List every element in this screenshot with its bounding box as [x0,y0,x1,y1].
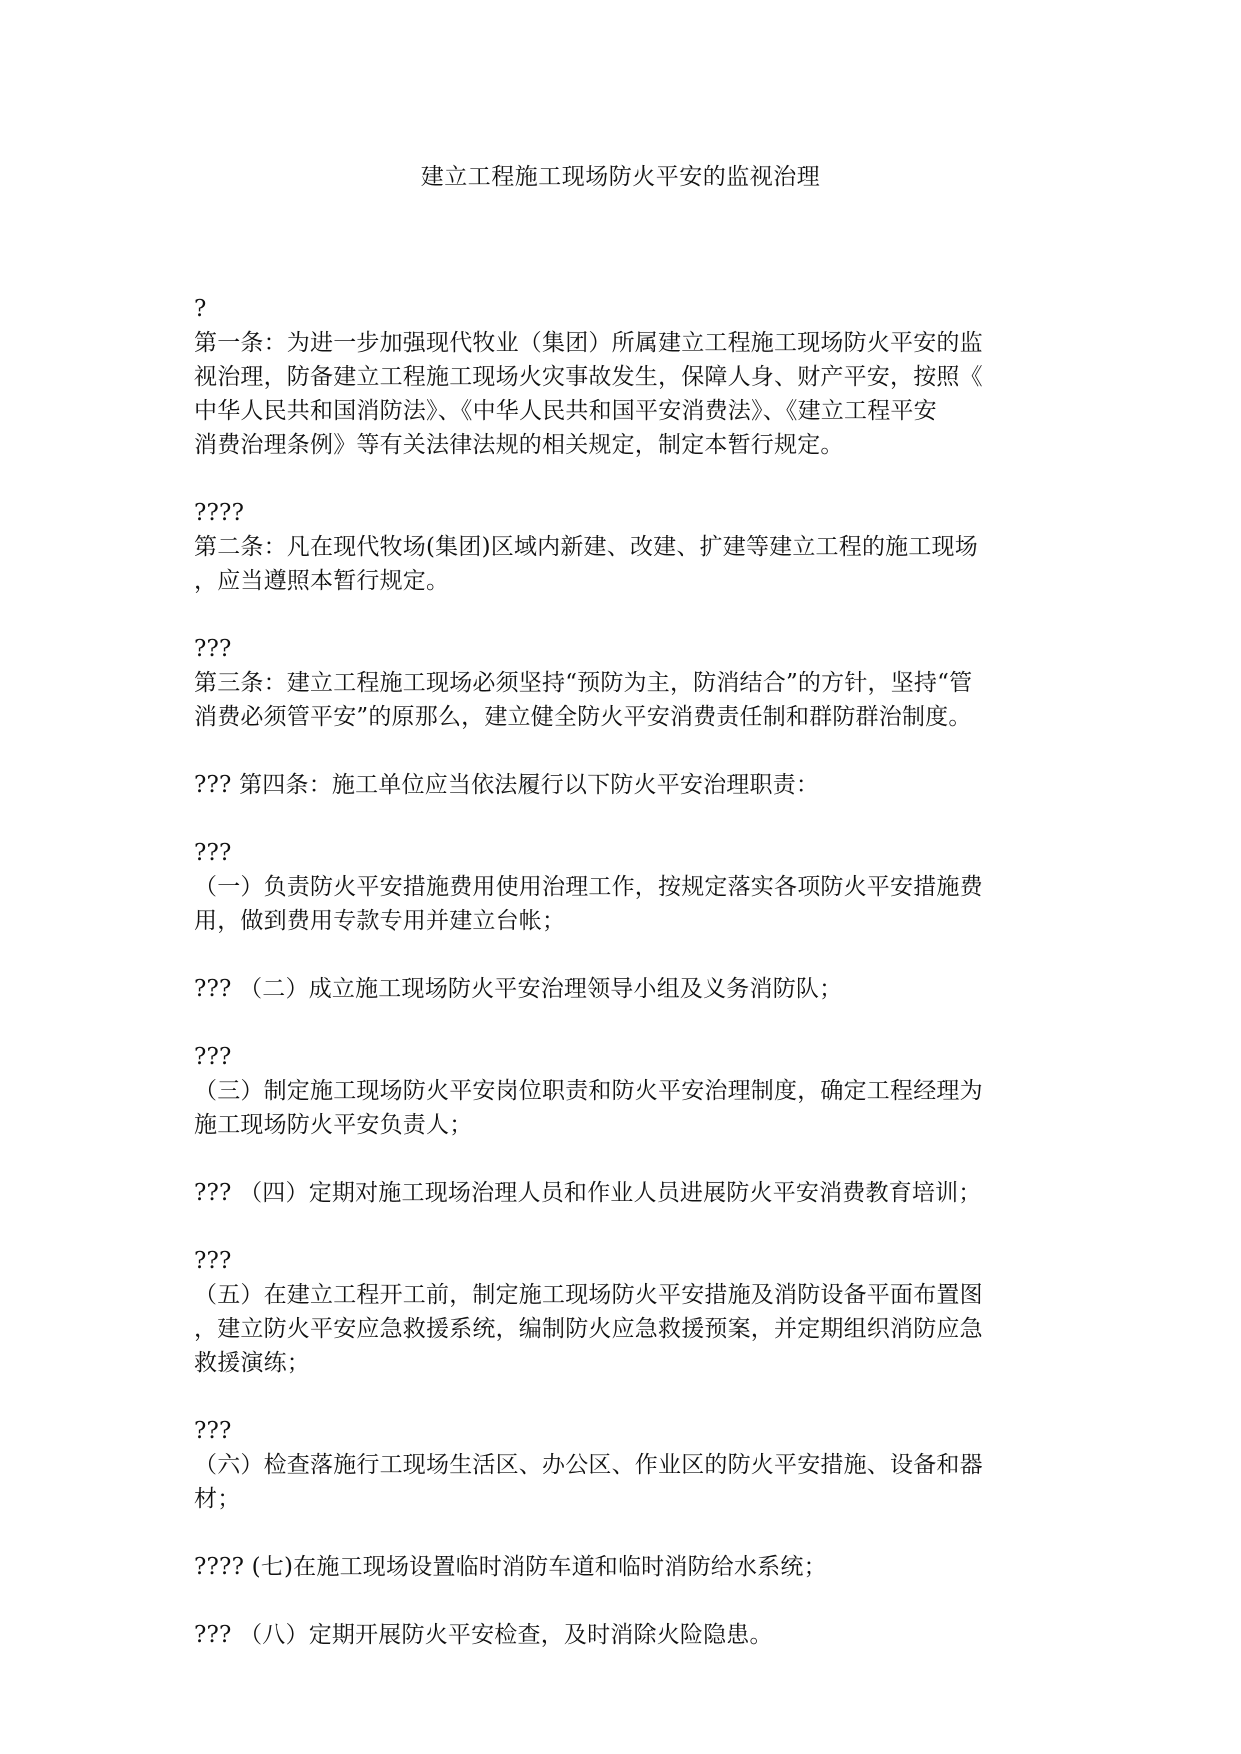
document-title: 建立工程施工现场防火平安的监视治理 [420,164,821,190]
text-line: 用，做到费用专款专用并建立台帐； [194,908,566,934]
text-line: 材； [194,1486,241,1512]
text-line: 第二条：凡在现代牧场(集团)区域内新建、改建、扩建等建立工程的施工现场 [194,534,978,560]
text-line: ??? 第四条：施工单位应当依法履行以下防火平安治理职责： [194,772,820,798]
text-line: （六）检查落施行工现场生活区、办公区、作业区的防火平安措施、设备和器 [194,1452,983,1478]
paragraph [194,972,1046,1006]
paragraph [194,1176,1046,1210]
text-line: ??? [194,840,232,866]
paragraph [194,1040,1046,1142]
text-line: （三）制定施工现场防火平安岗位职责和防火平安治理制度，确定工程经理为 [194,1078,983,1104]
text-line: ??? [194,1418,232,1444]
text-line: 第一条：为进一步加强现代牧业（集团）所属建立工程施工现场防火平安的监 [194,330,983,356]
paragraph [194,1550,1046,1584]
paragraph [194,1244,1046,1380]
text-line: ，建立防火平安应急救援系统，编制防火应急救援预案，并定期组织消防应急 [194,1316,983,1342]
paragraph [194,292,1046,462]
text-line: 救援演练； [194,1350,310,1376]
text-line: ??? （四）定期对施工现场治理人员和作业人员进展防火平安消费教育培训； [194,1180,982,1206]
paragraph [194,496,1046,598]
paragraph [194,836,1046,938]
paragraph [194,632,1046,734]
paragraph [194,768,1046,802]
text-line: ??? [194,1044,232,1070]
paragraph [194,1618,1046,1652]
text-line: 第三条：建立工程施工现场必须坚持“预防为主，防消结合”的方针，坚持“管 [194,670,973,696]
text-line: 视治理，防备建立工程施工现场火灾事故发生，保障人身、财产平安，按照《 [194,364,983,390]
text-line: ，应当遵照本暂行规定。 [194,568,450,594]
text-line: ??? （八）定期开展防火平安检查，及时消除火险隐患。 [194,1622,773,1648]
text-line: ??? （二）成立施工现场防火平安治理领导小组及义务消防队； [194,976,843,1002]
text-line: ? [194,296,207,322]
text-line: ???? [194,500,245,526]
text-line: 施工现场防火平安负责人； [194,1112,473,1138]
text-line: 中华人民共和国消防法》、《中华人民共和国平安消费法》、《建立工程平安 [194,398,937,424]
text-line: 消费治理条例》等有关法律法规的相关规定，制定本暂行规定。 [194,432,844,458]
text-line: ??? [194,636,232,662]
document-body [194,292,1046,1686]
paragraph [194,1414,1046,1516]
text-line: ???? (七)在施工现场设置临时消防车道和临时消防给水系统； [194,1554,827,1580]
text-line: （一）负责防火平安措施费用使用治理工作，按规定落实各项防火平安措施费 [194,874,983,900]
text-line: 消费必须管平安”的原那么，建立健全防火平安消费责任制和群防群治制度。 [194,704,972,730]
text-line: ??? [194,1248,232,1274]
text-line: （五）在建立工程开工前，制定施工现场防火平安措施及消防设备平面布置图 [194,1282,983,1308]
